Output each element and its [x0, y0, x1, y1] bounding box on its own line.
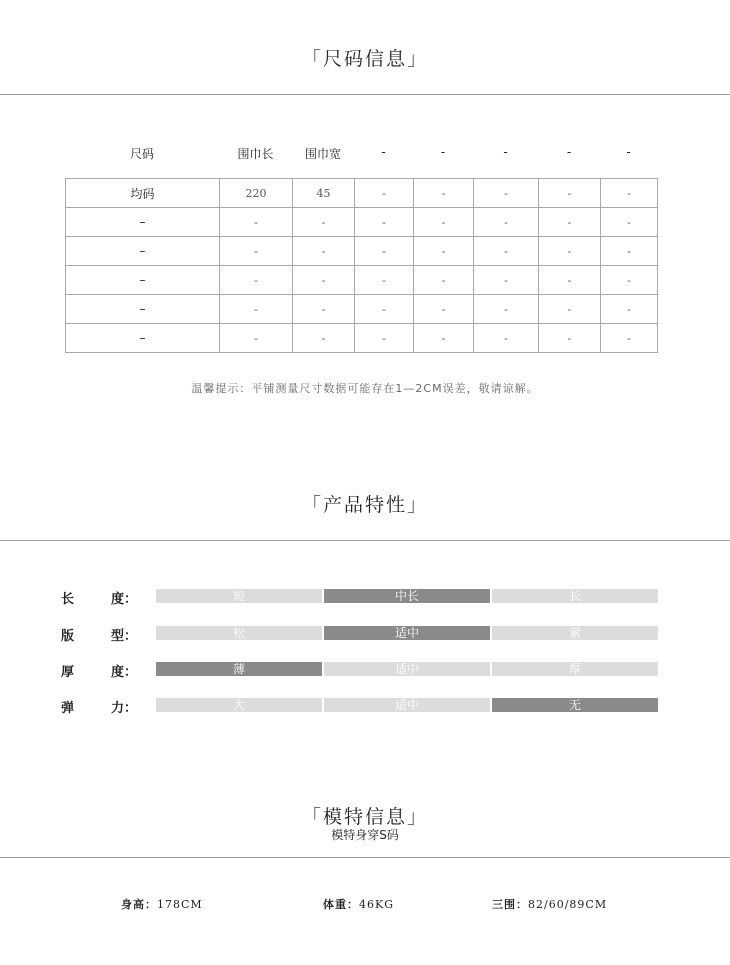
feature-label-char: 版: [61, 629, 75, 644]
feature-option: 适中: [324, 662, 490, 676]
size-value-cell: -: [539, 324, 601, 353]
divider: [0, 857, 730, 858]
model-height-label: 身高：: [121, 898, 157, 911]
model-weight-label: 体重：: [323, 898, 359, 911]
feature-label-char: 弹: [61, 701, 75, 716]
table-row: [66, 295, 658, 324]
feature-label-suffix: 度：: [111, 665, 138, 680]
size-value-cell: -: [539, 179, 601, 208]
size-header-cell: -: [626, 145, 631, 159]
feature-option: 松: [156, 626, 322, 640]
feature-label-suffix: 度：: [111, 592, 138, 607]
feature-label-suffix: 力：: [111, 701, 138, 716]
size-table: [65, 178, 658, 353]
size-value-cell: -: [220, 237, 293, 266]
size-value-cell: -: [474, 237, 539, 266]
size-value-cell: -: [474, 208, 539, 237]
feature-option: 短: [156, 589, 322, 603]
size-value-cell: -: [539, 237, 601, 266]
size-value-cell: -: [220, 266, 293, 295]
size-name-cell: –: [66, 324, 220, 353]
model-measurements-label: 三围：: [492, 898, 528, 911]
size-value-cell: -: [414, 295, 474, 324]
table-row: [66, 324, 658, 353]
model-height-value: 178CM: [157, 898, 203, 911]
size-value-cell: -: [355, 295, 414, 324]
size-header-cell: -: [440, 145, 446, 159]
size-value-cell: -: [601, 208, 658, 237]
size-value-cell: -: [355, 266, 414, 295]
table-row: [66, 237, 658, 266]
size-value-cell: -: [355, 237, 414, 266]
feature-option: 长: [492, 589, 658, 603]
size-value-cell: -: [293, 208, 355, 237]
model-height: [121, 896, 203, 912]
size-name-cell: –: [66, 208, 220, 237]
size-value-cell: 220: [220, 179, 293, 208]
size-value-cell: -: [601, 324, 658, 353]
size-value-cell: -: [355, 179, 414, 208]
size-value-cell: 45: [293, 179, 355, 208]
size-value-cell: -: [539, 266, 601, 295]
size-value-cell: -: [414, 266, 474, 295]
size-value-cell: -: [414, 324, 474, 353]
feature-option: 紧: [492, 626, 658, 640]
size-name-cell: –: [66, 266, 220, 295]
model-info-title: 「模特信息」: [301, 806, 428, 828]
size-header-cell: -: [503, 145, 508, 159]
size-info-title: 「尺码信息」: [301, 48, 428, 70]
size-name-cell: 均码: [66, 179, 220, 208]
model-measurements: [492, 896, 607, 912]
table-row: [66, 266, 658, 295]
size-value-cell: -: [293, 324, 355, 353]
size-header-cell: 尺码: [129, 147, 154, 161]
size-header-cell: -: [381, 145, 386, 159]
feature-option-selected: 无: [492, 698, 658, 712]
size-value-cell: -: [414, 237, 474, 266]
table-row: [66, 179, 658, 208]
table-row: [66, 208, 658, 237]
feature-label-char: 厚: [61, 665, 75, 680]
size-name-cell: –: [66, 237, 220, 266]
size-value-cell: -: [355, 324, 414, 353]
divider: [0, 540, 730, 541]
model-weight: [323, 896, 394, 912]
feature-label-char: 长: [61, 592, 75, 607]
size-value-cell: -: [414, 208, 474, 237]
model-subtitle: 模特身穿S码: [331, 828, 399, 842]
size-value-cell: -: [220, 208, 293, 237]
size-value-cell: -: [601, 179, 658, 208]
divider: [0, 94, 730, 95]
size-value-cell: -: [601, 266, 658, 295]
size-value-cell: -: [220, 324, 293, 353]
size-value-cell: -: [474, 179, 539, 208]
feature-option: 厚: [492, 662, 658, 676]
feature-option: 适中: [324, 698, 490, 712]
size-value-cell: -: [414, 179, 474, 208]
size-value-cell: -: [474, 266, 539, 295]
size-value-cell: -: [293, 237, 355, 266]
size-value-cell: -: [601, 295, 658, 324]
size-value-cell: -: [293, 266, 355, 295]
size-value-cell: -: [220, 295, 293, 324]
size-value-cell: -: [539, 295, 601, 324]
feature-label-suffix: 型：: [111, 629, 138, 644]
size-header-cell: 围巾长: [237, 147, 274, 161]
size-value-cell: -: [355, 208, 414, 237]
size-value-cell: -: [601, 237, 658, 266]
feature-option: 大: [156, 698, 322, 712]
model-measurements-value: 82/60/89CM: [528, 898, 608, 911]
size-name-cell: –: [66, 295, 220, 324]
feature-option-selected: 中长: [324, 589, 490, 603]
feature-option-selected: 适中: [324, 626, 490, 640]
feature-option-selected: 薄: [156, 662, 322, 676]
size-tip: 温馨提示：平铺测量尺寸数据可能存在1—2CM误差，敬请谅解。: [191, 382, 539, 395]
size-value-cell: -: [539, 208, 601, 237]
size-value-cell: -: [293, 295, 355, 324]
size-value-cell: -: [474, 295, 539, 324]
size-value-cell: -: [474, 324, 539, 353]
size-header-cell: -: [566, 145, 572, 159]
model-weight-value: 46KG: [359, 898, 395, 911]
features-title: 「产品特性」: [301, 494, 428, 516]
size-header-cell: 围巾宽: [304, 147, 341, 161]
